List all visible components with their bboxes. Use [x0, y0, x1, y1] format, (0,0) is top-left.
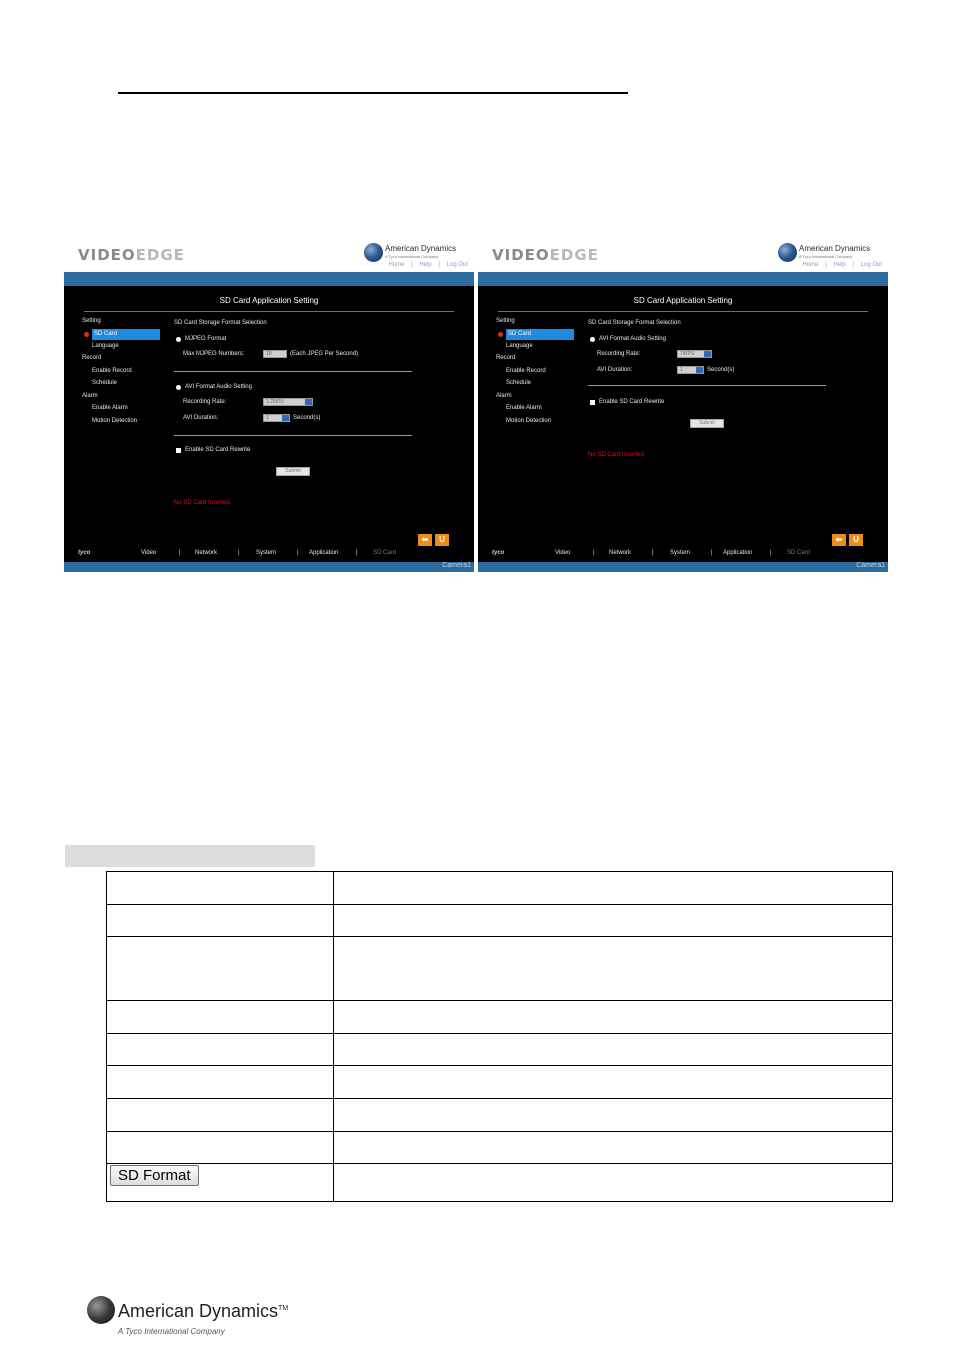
- header: [64, 240, 474, 272]
- sidebar-item-schedule[interactable]: Schedule: [92, 380, 118, 386]
- menu-video[interactable]: Video: [555, 550, 571, 556]
- avi-duration-select[interactable]: 1: [263, 414, 290, 422]
- section-heading-bar: [65, 845, 315, 867]
- link-sep: |: [411, 262, 413, 268]
- videoedge-logo: VIDEOEDGE: [492, 246, 599, 264]
- back-arrow-icon[interactable]: ⬅: [418, 534, 432, 546]
- screenshot-mjpeg: [64, 240, 474, 572]
- top-rule: [118, 92, 628, 94]
- sidebar-item-enable-alarm[interactable]: Enable Alarm: [506, 405, 542, 411]
- footer-bar: [478, 562, 888, 572]
- title-divider: [84, 311, 454, 312]
- table-row: [107, 1099, 893, 1132]
- back-arrow-icon[interactable]: ⬅: [832, 534, 846, 546]
- selected-dot-icon: [498, 332, 503, 337]
- table-row: [107, 905, 893, 937]
- logout-icon[interactable]: U: [849, 534, 863, 546]
- table-row: [107, 1034, 893, 1066]
- max-mjpeg-unit: (Each JPEG Per Second): [290, 351, 359, 357]
- page-title: SD Card Application Setting: [219, 296, 319, 305]
- tyco-logo: tyco: [492, 550, 505, 556]
- avi-radio[interactable]: [176, 385, 181, 390]
- mjpeg-radio[interactable]: [176, 337, 181, 342]
- company-name: American Dynamics: [799, 244, 871, 253]
- camera-label: Camera1: [442, 562, 471, 569]
- nav-setting: Setting: [496, 318, 515, 324]
- seconds-unit: Second(s): [293, 415, 321, 421]
- menu-application[interactable]: Application: [723, 550, 753, 556]
- seconds-unit: Second(s): [707, 367, 735, 373]
- nav-alarm: Alarm: [496, 393, 512, 399]
- submit-button[interactable]: Submit: [690, 419, 724, 428]
- menu-sd-card[interactable]: SD Card: [787, 550, 811, 556]
- divider: [174, 435, 412, 436]
- menu-sep: |: [238, 550, 240, 556]
- footer-company: American Dynamics™: [118, 1301, 289, 1321]
- max-mjpeg-input[interactable]: 10: [263, 350, 287, 358]
- sidebar-item-sd-card[interactable]: SD Card: [506, 329, 574, 340]
- table-row: [107, 1001, 893, 1034]
- avi-duration-label: AVI Duration:: [183, 415, 219, 421]
- menu-sep: |: [593, 550, 595, 556]
- sidebar-item-enable-alarm[interactable]: Enable Alarm: [92, 405, 128, 411]
- mjpeg-format-label: MJPEG Format: [185, 336, 227, 342]
- top-links: [383, 262, 468, 268]
- menu-sep: |: [652, 550, 654, 556]
- sidebar-item-schedule[interactable]: Schedule: [506, 380, 532, 386]
- sidebar-item-enable-record[interactable]: Enable Record: [92, 368, 132, 374]
- home-link[interactable]: Home: [802, 262, 819, 268]
- divider: [174, 371, 412, 372]
- rewrite-label: Enable SD Card Rewrite: [185, 447, 251, 453]
- sidebar-item-motion-detection[interactable]: Motion Detection: [506, 418, 552, 424]
- table-row: [107, 937, 893, 1001]
- header-bar: [478, 272, 888, 286]
- rewrite-checkbox[interactable]: [590, 400, 595, 405]
- recording-rate-select[interactable]: 7WPS: [677, 350, 712, 358]
- menu-system[interactable]: System: [256, 550, 277, 556]
- menu-system[interactable]: System: [670, 550, 691, 556]
- error-message: No SD Card Inserted.: [174, 500, 232, 506]
- table-row: [107, 1066, 893, 1099]
- error-message: No SD Card Inserted.: [588, 452, 646, 458]
- avi-radio[interactable]: [590, 337, 595, 342]
- sidebar-item-sd-card[interactable]: SD Card: [92, 329, 160, 340]
- page-title: SD Card Application Setting: [633, 296, 733, 305]
- section-label: SD Card Storage Format Selection: [174, 320, 267, 326]
- company-sub: A Tyco International Company: [385, 254, 439, 259]
- menu-video[interactable]: Video: [141, 550, 157, 556]
- nav-record: Record: [496, 355, 516, 361]
- menu-sep: |: [179, 550, 181, 556]
- section-label: SD Card Storage Format Selection: [588, 320, 681, 326]
- avi-duration-select[interactable]: 1: [677, 366, 704, 374]
- settings-table: [106, 871, 893, 1202]
- table-row: [107, 1164, 893, 1202]
- menu-sep: |: [711, 550, 713, 556]
- sidebar-item-language[interactable]: Language: [506, 343, 533, 349]
- link-sep: |: [852, 262, 854, 268]
- nav-record: Record: [82, 355, 102, 361]
- videoedge-logo: VIDEOEDGE: [78, 246, 185, 264]
- content-area: [478, 286, 888, 562]
- american-dynamics-logo-icon: [778, 243, 797, 262]
- menu-sep: |: [770, 550, 772, 556]
- selected-dot-icon: [84, 332, 89, 337]
- top-links: [797, 262, 882, 268]
- sidebar-item-motion-detection[interactable]: Motion Detection: [92, 418, 138, 424]
- menu-network[interactable]: Network: [195, 550, 218, 556]
- header-bar: [64, 272, 474, 286]
- link-sep: |: [825, 262, 827, 268]
- menu-sd-card[interactable]: SD Card: [373, 550, 397, 556]
- title-divider: [498, 311, 868, 312]
- screenshot-avi: [478, 240, 888, 572]
- sidebar-item-language[interactable]: Language: [92, 343, 119, 349]
- tyco-logo: tyco: [78, 550, 91, 556]
- link-sep: |: [438, 262, 440, 268]
- american-dynamics-logo-icon: [364, 243, 383, 262]
- nav-setting: Setting: [82, 318, 101, 324]
- rewrite-checkbox[interactable]: [176, 448, 181, 453]
- camera-label: Camera1: [856, 562, 885, 569]
- menu-application[interactable]: Application: [309, 550, 339, 556]
- company-sub: A Tyco International Company: [799, 254, 853, 259]
- bottom-menu: [64, 550, 474, 560]
- menu-sep: |: [356, 550, 358, 556]
- table-row: [107, 872, 893, 905]
- nav-alarm: Alarm: [82, 393, 98, 399]
- bottom-menu: [478, 550, 888, 560]
- content-area: [64, 286, 474, 562]
- max-mjpeg-label: Max MJPEG Numbers:: [183, 351, 245, 357]
- logout-link[interactable]: Log Out: [860, 262, 882, 268]
- logout-link[interactable]: Log Out: [446, 262, 468, 268]
- logout-icon[interactable]: U: [435, 534, 449, 546]
- home-link[interactable]: Home: [388, 262, 405, 268]
- avi-format-label: AVI Format Audio Setting: [599, 336, 666, 342]
- header: [478, 240, 888, 272]
- american-dynamics-logo-icon: [87, 1296, 115, 1324]
- recording-rate-select[interactable]: 1.25f/15: [263, 398, 313, 406]
- table-row: [107, 1132, 893, 1164]
- menu-sep: |: [297, 550, 299, 556]
- avi-duration-label: AVI Duration:: [597, 367, 633, 373]
- footer-company-sub: A Tyco International Company: [118, 1327, 225, 1336]
- help-link[interactable]: Help: [833, 262, 846, 268]
- help-link[interactable]: Help: [419, 262, 432, 268]
- menu-network[interactable]: Network: [609, 550, 632, 556]
- company-name: American Dynamics: [385, 244, 457, 253]
- rewrite-label: Enable SD Card Rewrite: [599, 399, 665, 405]
- recording-rate-label: Recording Rate:: [597, 351, 641, 357]
- recording-rate-label: Recording Rate:: [183, 399, 227, 405]
- sidebar-item-enable-record[interactable]: Enable Record: [506, 368, 546, 374]
- footer-bar: [64, 562, 474, 572]
- avi-format-label: AVI Format Audio Setting: [185, 384, 252, 390]
- sd-format-button[interactable]: SD Format: [110, 1165, 199, 1186]
- divider: [588, 385, 826, 386]
- submit-button[interactable]: Submit: [276, 467, 310, 476]
